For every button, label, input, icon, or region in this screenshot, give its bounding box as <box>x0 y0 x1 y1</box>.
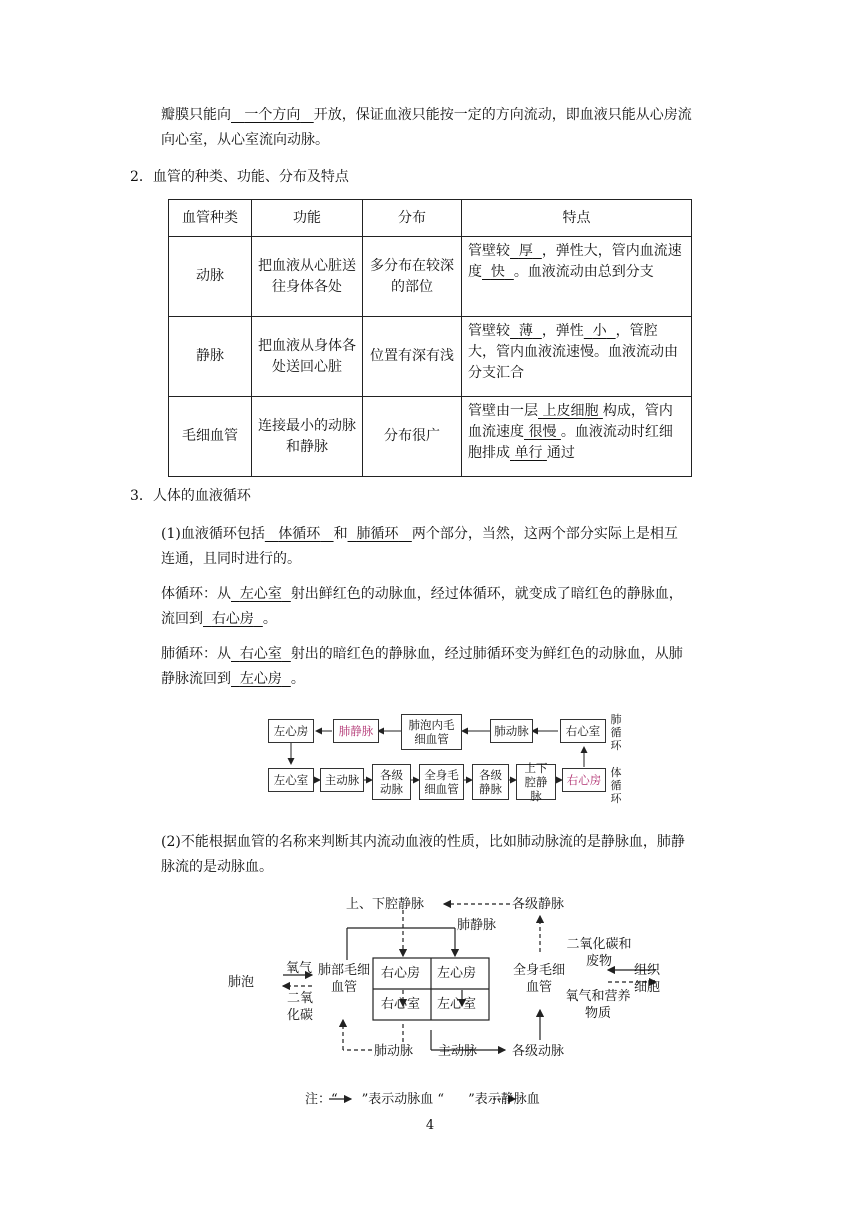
label-pulmonary-vein: 肺静脉 <box>457 918 497 933</box>
box-pulmonary-artery: 肺动脉 <box>490 719 533 743</box>
label-pulmonary-circuit: 肺循环 <box>610 713 622 752</box>
circulation-paragraph: (1)血液循环包括 体循环 和 肺循环 两个部分，当然，这两个部分实际上是相互 连通，且同时进行的。 <box>161 526 678 567</box>
vessel-naming-paragraph: (2)不能根据血管的名称来判断其内流动血液的性质，比如肺动脉流的是静脉血，肺静 脉流的是动脉血。 <box>161 834 685 875</box>
label-upper-lower-vena-cava: 上、下腔静脉 <box>346 897 425 912</box>
label-right-atrium: 右心房 <box>381 966 421 981</box>
table-row: 毛细血管 连接最小的动脉和静脉 分布很广 管壁由一层 上皮细胞 构成，管内血流速度 很慢 。血液流动时红细胞排成 单行 通过 <box>169 397 692 477</box>
box-right-ventricle: 右心室 <box>560 719 606 743</box>
box-body-capillary: 全身毛细血管 <box>419 764 464 800</box>
label-pulmonary-artery: 肺动脉 <box>374 1044 414 1059</box>
box-right-atrium: 右心房 <box>562 768 606 792</box>
page-number: 4 <box>425 1118 435 1133</box>
label-left-ventricle: 左心室 <box>437 997 477 1012</box>
table-header-row: 血管种类 功能 分布 特点 <box>169 200 692 237</box>
label-oxygen-nutrients: 氧气和营养物质 <box>565 989 631 1021</box>
label-alveoli: 肺泡 <box>228 975 255 990</box>
label-systemic-circuit: 体循环 <box>610 766 622 805</box>
box-aorta: 主动脉 <box>320 768 364 792</box>
table-row: 动脉 把血液从心脏送往身体各处 多分布在较深的部位 管壁较 厚 ，弹性大，管内血流速度 快 。血液流动由总到分支 <box>169 237 692 317</box>
box-arteries: 各级动脉 <box>372 764 411 800</box>
box-veins: 各级静脉 <box>472 764 509 800</box>
label-co2: 二氧化碳 <box>286 991 313 1023</box>
systemic-paragraph: 体循环：从 左心室 射出鲜红色的动脉血，经过体循环，就变成了暗红色的静脉血， 流回到 右心房 。 <box>161 586 683 627</box>
intro-paragraph: 瓣膜只能向 一个方向 开放，保证血液只能按一定的方向流动，即血液只能从心房流 向心室，从心室流向动脉。 <box>161 107 692 148</box>
box-pulmonary-vein: 肺静脉 <box>333 719 379 743</box>
label-aorta: 主动脉 <box>438 1044 478 1059</box>
label-right-ventricle: 右心室 <box>381 997 421 1012</box>
legend-note: 注：“ ”表示动脉血 “ ”表示静脉血 <box>305 1092 540 1107</box>
label-oxygen: 氧气 <box>286 961 313 976</box>
label-arteries: 各级动脉 <box>512 1044 565 1059</box>
table-row: 静脉 把血液从身体各处送回心脏 位置有深有浅 管壁较 薄 ，弹性 小 ，管腔大，管内血液流速慢。血液流动由分支汇合 <box>169 317 692 397</box>
label-tissue-cells: 组织细胞 <box>633 963 660 995</box>
pulmonary-paragraph: 肺循环：从 右心室 射出的暗红色的静脉血，经过肺循环变为鲜红色的动脉血，从肺 静脉流回到 左心房 。 <box>161 646 683 687</box>
label-co2-waste: 二氧化碳和废物 <box>566 937 632 969</box>
box-left-ventricle: 左心室 <box>268 768 314 792</box>
label-lung-capillary: 肺部毛细血管 <box>318 963 371 995</box>
label-left-atrium: 左心房 <box>437 966 477 981</box>
box-vena-cava: 上下腔静脉 <box>516 764 556 800</box>
label-body-capillary: 全身毛细血管 <box>512 963 565 995</box>
section-3-heading: 3．人体的血液循环 <box>130 488 251 504</box>
section-2-heading: 2．血管的种类、功能、分布及特点 <box>130 169 349 185</box>
label-veins: 各级静脉 <box>512 897 565 912</box>
box-alveolar-capillary: 肺泡内毛细血管 <box>401 714 462 750</box>
box-left-atrium: 左心房 <box>268 719 314 743</box>
